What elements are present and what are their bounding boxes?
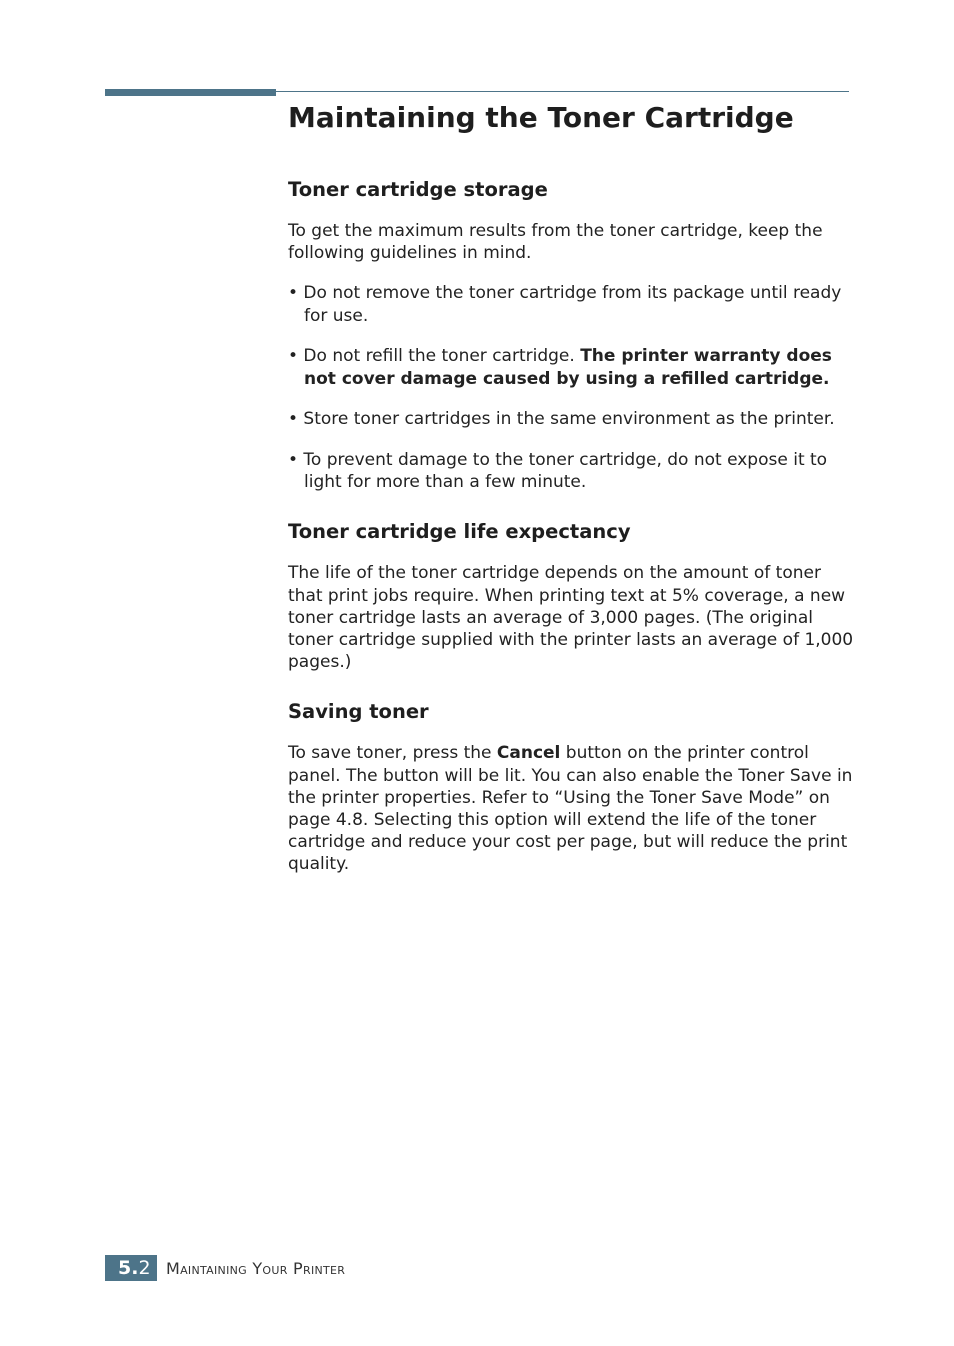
page-title: Maintaining the Toner Cartridge (288, 101, 794, 134)
list-item-text: • To prevent damage to the toner cartridge, do not expose it to light for more than a few minute. (288, 449, 828, 493)
chapter-number: 5. (118, 1257, 139, 1279)
page-footer (105, 1255, 345, 1281)
warranty-warning: The printer warranty does not cover damage caused by using a refilled cartridge. (304, 346, 832, 389)
page-content (288, 98, 854, 876)
header-rule-thick (105, 89, 276, 96)
list-item-text: • Do not remove the toner cartridge from its package until ready for use. (288, 283, 842, 326)
page-number: 2 (138, 1257, 151, 1279)
saving-toner-text-post: button on the printer control panel. The button will be lit. You can also enable the Toner Save in the printer properties. Refer to “Using the Toner Save Mode” on page 4.8. Selecting this option will extend the life of the toner cartridge and reduce your cost per page, but will reduce the print quality. (288, 743, 853, 875)
list-item-text: • Store toner cartridges in the same environment as the printer. (288, 409, 835, 430)
list-item (288, 282, 854, 326)
section-heading-life-expectancy: Toner cartridge life expectancy (288, 520, 631, 544)
section-heading-storage: Toner cartridge storage (288, 178, 548, 201)
storage-intro: To get the maximum results from the toner cartridge, keep the following guidelines in mind. (288, 221, 823, 264)
page-number-badge (105, 1255, 157, 1281)
section-heading-saving-toner: Saving toner (288, 700, 429, 724)
list-item (288, 408, 854, 430)
saving-toner-body (288, 742, 854, 875)
life-expectancy-body: The life of the toner cartridge depends on the amount of toner that print jobs require. When printing text at 5% coverage, a new toner cartridge lasts an average of 3,000 pages. (The original toner cartridge supplied with the printer lasts an average of 1,000 pages.) (288, 563, 854, 673)
saving-toner-text-pre: To save toner, press the (288, 743, 497, 764)
list-item (288, 345, 854, 389)
list-item-text: • Do not refill the toner cartridge. (288, 346, 581, 367)
list-item (288, 449, 854, 493)
storage-guidelines-list (288, 282, 854, 493)
footer-section-title: Maintaining Your Printer (166, 1258, 346, 1278)
cancel-button-reference: Cancel (496, 743, 561, 764)
header-rule-thin (276, 91, 849, 92)
